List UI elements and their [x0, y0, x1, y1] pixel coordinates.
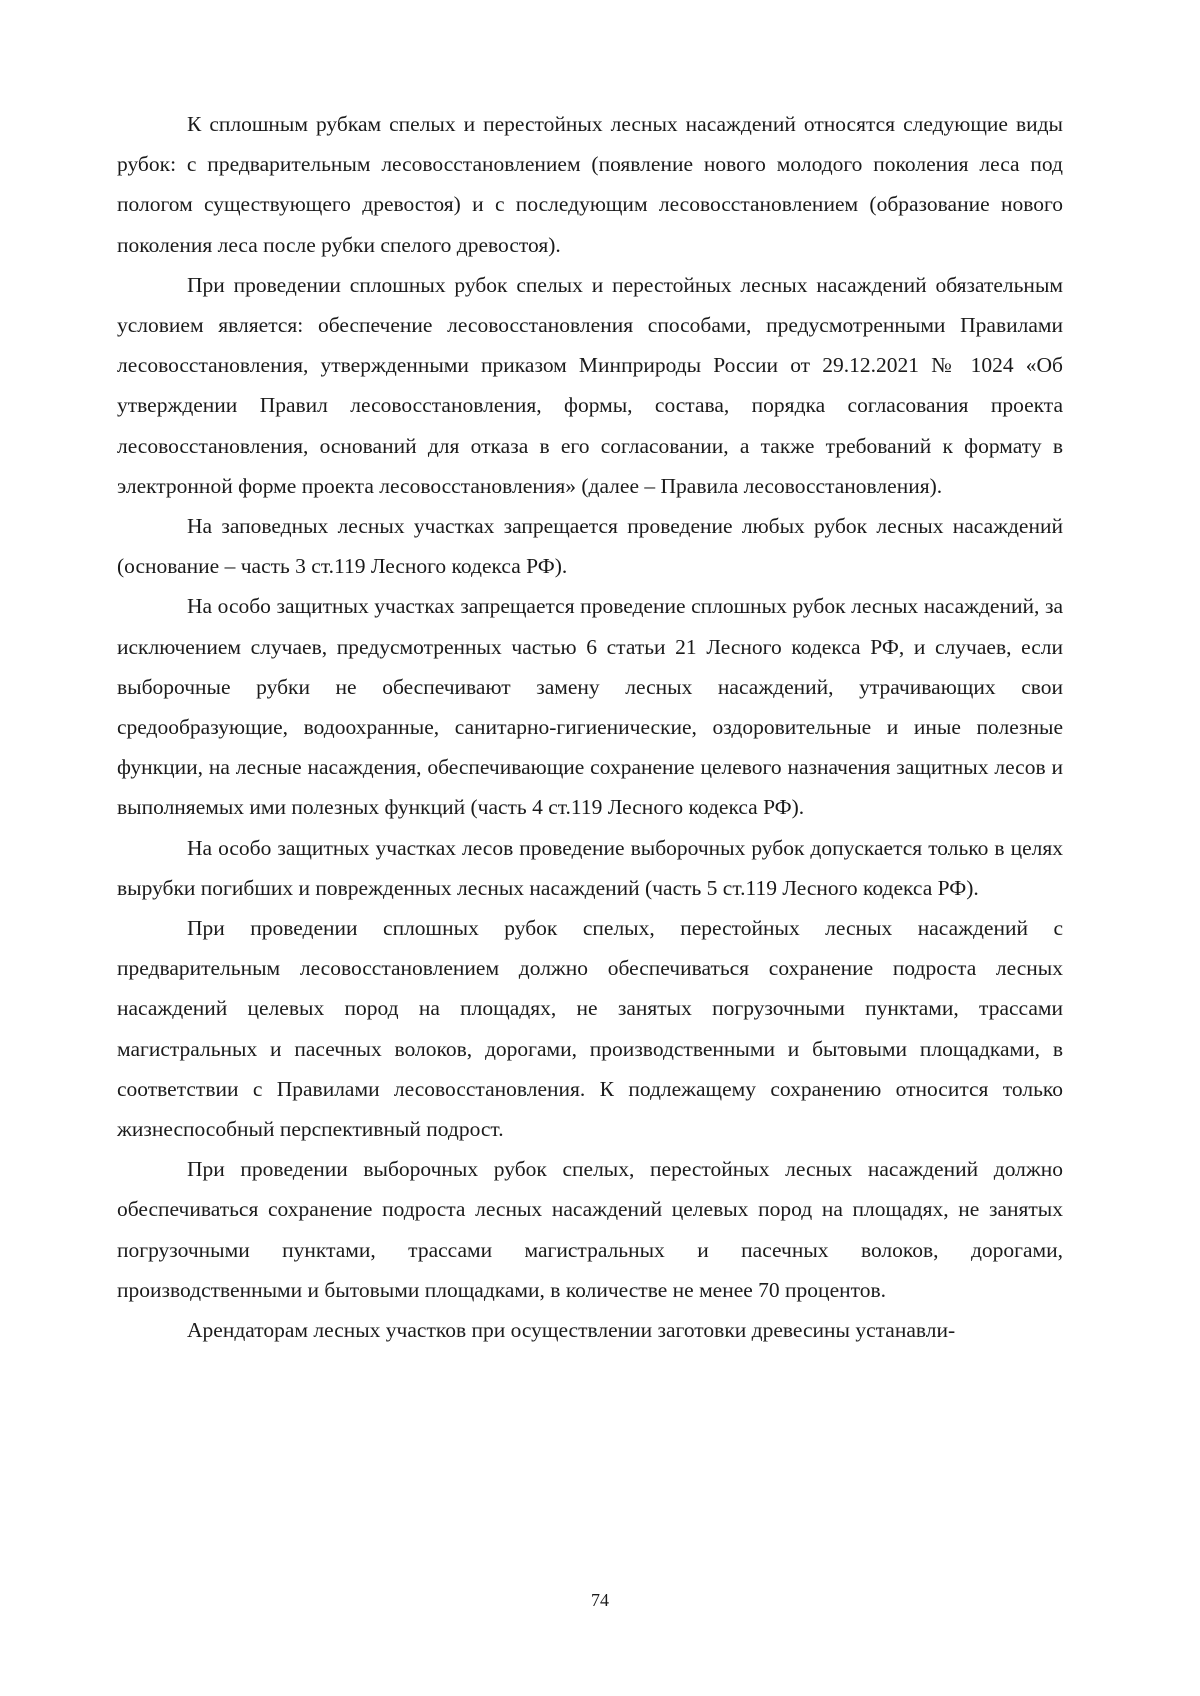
- paragraph: При проведении сплошных рубок спелых и перестойных лесных насаждений обязательным условием является: обеспечение лесовосстановления способами, предусмотренными Правилами лесовосстановления, утвержденными приказом Минприроды России от 29.12.2021 № 1024 «Об утверждении Правил лесовосстановления, формы, состава, порядка согласования проекта лесовосстановления, оснований для отказа в его согласовании, а также требований к формату в электронной форме проекта лесовосстановления» (далее – Правила лесовосстановления).: [117, 272, 1063, 498]
- paragraph: При проведении выборочных рубок спелых, перестойных лесных насаждений должно обеспечиваться сохранение подроста лесных насаждений целевых пород на площадях, не занятых погрузочными пунктами, трассами магистральных и пасечных волоков, дорогами, производственными и бытовыми площадками, в количестве не менее 70 процентов.: [117, 1157, 1063, 1302]
- paragraph: На особо защитных участках лесов проведение выборочных рубок допускается только в целях вырубки погибших и поврежденных лесных насаждений (часть 5 ст.119 Лесного кодекса РФ).: [117, 835, 1063, 900]
- page-number: 74: [591, 1590, 609, 1610]
- paragraph: Арендаторам лесных участков при осуществлении заготовки древесины устанавли-: [187, 1318, 956, 1343]
- body-text: [117, 104, 1063, 1350]
- paragraph: К сплошным рубкам спелых и перестойных лесных насаждений относятся следующие виды рубок: с предварительным лесовосстановлением (появление нового молодого поколения леса под пологом существующего древостоя) и с последующим лесовосстановлением (образование нового поколения леса после рубки спелого древостоя).: [117, 112, 1063, 257]
- paragraph: При проведении сплошных рубок спелых, перестойных лесных насаждений с предварительным лесовосстановлением должно обеспечиваться сохранение подроста лесных насаждений целевых пород на площадях, не занятых погрузочными пунктами, трассами магистральных и пасечных волоков, дорогами, производственными и бытовыми площадками, в соответствии с Правилами лесовосстановления. К подлежащему сохранению относится только жизнеспособный перспективный подрост.: [117, 916, 1063, 1142]
- paragraph: На особо защитных участках запрещается проведение сплошных рубок лесных насаждений, за исключением случаев, предусмотренных частью 6 статьи 21 Лесного кодекса РФ, и случаев, если выборочные рубки не обеспечивают замену лесных насаждений, утрачивающих свои средообразующие, водоохранные, санитарно-гигиенические, оздоровительные и иные полезные функции, на лесные насаждения, обеспечивающие сохранение целевого назначения защитных лесов и выполняемых ими полезных функций (часть 4 ст.119 Лесного кодекса РФ).: [117, 594, 1063, 820]
- paragraph: На заповедных лесных участках запрещается проведение любых рубок лесных насаждений (основание – часть 3 ст.119 Лесного кодекса РФ).: [117, 514, 1063, 579]
